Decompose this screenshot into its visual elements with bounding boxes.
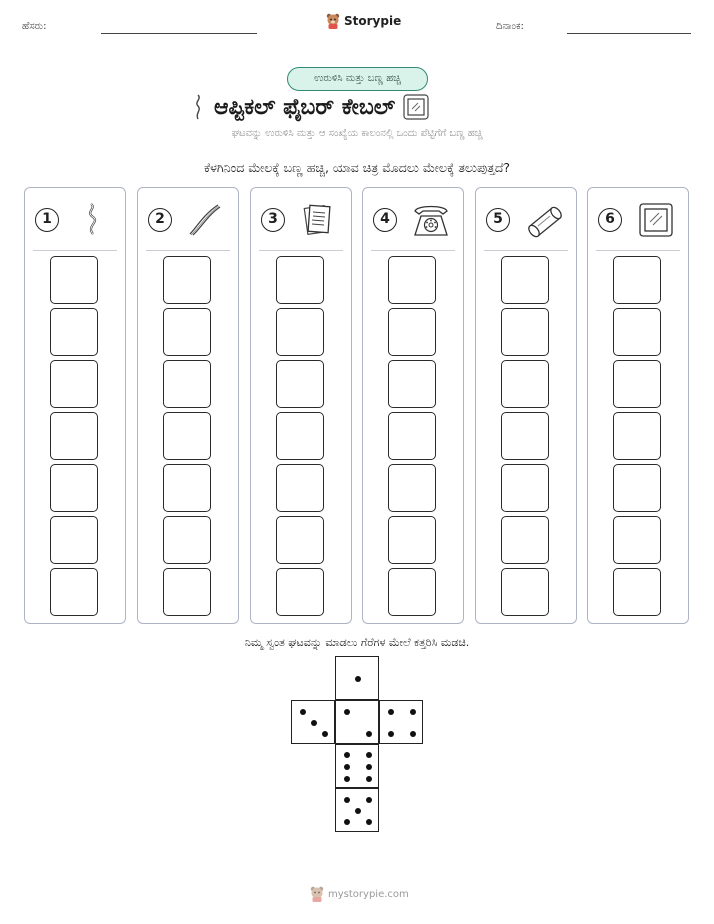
- fiber-bundle-icon: [184, 202, 228, 238]
- title-row: [190, 91, 530, 123]
- brand-name: Storypie: [344, 14, 402, 28]
- column-2: [137, 187, 239, 624]
- column-divider: [259, 250, 343, 251]
- die-face-3: [291, 700, 335, 744]
- color-box[interactable]: [276, 464, 324, 512]
- die-pip: [366, 819, 372, 825]
- brand-logo: [326, 13, 401, 29]
- column-1: [24, 187, 126, 624]
- color-box[interactable]: [501, 412, 549, 460]
- color-box[interactable]: [388, 568, 436, 616]
- color-box[interactable]: [163, 464, 211, 512]
- subtitle: ಘಟವನ್ನು ಉರುಳಿಸಿ ಮತ್ತು ಆ ಸಂಖ್ಯೆಯ ಕಾಲಂನಲ್ಲಿ ಒಂದು ಪೆಟ್ಟಿಗೆಗೆ ಬಣ್ಣ ಹಚ್ಚಿ: [231, 128, 483, 139]
- telephone-icon: [409, 202, 453, 238]
- color-box[interactable]: [276, 568, 324, 616]
- glass-tube-icon: [522, 202, 566, 238]
- color-box[interactable]: [613, 464, 661, 512]
- die-pip: [366, 731, 372, 737]
- die-pip: [388, 731, 394, 737]
- color-box[interactable]: [501, 464, 549, 512]
- die-face-1: [335, 656, 379, 700]
- bear-icon: [310, 886, 324, 902]
- column-divider: [484, 250, 568, 251]
- color-box[interactable]: [163, 516, 211, 564]
- die-pip: [366, 764, 372, 770]
- die-pip: [344, 797, 350, 803]
- color-box[interactable]: [613, 516, 661, 564]
- column-6: [587, 187, 689, 624]
- color-box[interactable]: [501, 256, 549, 304]
- die-pip: [344, 709, 350, 715]
- die-pip: [355, 676, 361, 682]
- color-box[interactable]: [163, 568, 211, 616]
- page-title: ಆಪ್ಟಿಕಲ್ ಫೈಬರ್ ಕೇಬಲ್: [214, 94, 396, 120]
- column-4: [362, 187, 464, 624]
- color-box[interactable]: [501, 360, 549, 408]
- die-pip: [366, 797, 372, 803]
- glass-pane-icon: [403, 94, 429, 120]
- color-box[interactable]: [388, 516, 436, 564]
- column-number: 6: [598, 208, 622, 232]
- column-divider: [596, 250, 680, 251]
- color-box[interactable]: [388, 412, 436, 460]
- name-label: ಹೆಸರು:: [22, 21, 47, 32]
- date-label: ದಿನಾಂಕ:: [496, 21, 524, 32]
- optical-fiber-strand-icon: [71, 202, 115, 238]
- color-box[interactable]: [388, 308, 436, 356]
- footer: [310, 886, 409, 902]
- color-box[interactable]: [50, 412, 98, 460]
- color-box[interactable]: [613, 568, 661, 616]
- color-box[interactable]: [613, 412, 661, 460]
- column-divider: [146, 250, 230, 251]
- activity-tag: ಉರುಳಿಸಿ ಮತ್ತು ಬಣ್ಣ ಹಚ್ಚಿ: [287, 67, 428, 91]
- die-pip: [355, 808, 361, 814]
- color-box[interactable]: [276, 308, 324, 356]
- column-number: 5: [486, 208, 510, 232]
- color-box[interactable]: [388, 464, 436, 512]
- die-pip: [366, 752, 372, 758]
- column-divider: [371, 250, 455, 251]
- die-pip: [300, 709, 306, 715]
- color-box[interactable]: [613, 360, 661, 408]
- color-box[interactable]: [163, 360, 211, 408]
- color-box[interactable]: [276, 516, 324, 564]
- color-box[interactable]: [163, 308, 211, 356]
- color-box[interactable]: [50, 308, 98, 356]
- color-box[interactable]: [613, 308, 661, 356]
- column-divider: [33, 250, 117, 251]
- bear-icon: [326, 13, 340, 29]
- die-pip: [366, 776, 372, 782]
- color-box[interactable]: [163, 412, 211, 460]
- color-box[interactable]: [163, 256, 211, 304]
- die-face-5: [335, 788, 379, 832]
- die-pip: [344, 776, 350, 782]
- column-5: [475, 187, 577, 624]
- column-number: 1: [35, 208, 59, 232]
- color-box[interactable]: [50, 256, 98, 304]
- paper-stack-icon: [297, 202, 341, 238]
- column-number: 2: [148, 208, 172, 232]
- question: ಕೆಳಗಿನಿಂದ ಮೇಲಕ್ಕೆ ಬಣ್ಣ ಹಚ್ಚಿ, ಯಾವ ಚಿತ್ರ ಮೊದಲು ಮೇಲಕ್ಕೆ ತಲುಪುತ್ತದೆ?: [203, 160, 511, 175]
- column-number: 4: [373, 208, 397, 232]
- die-pip: [344, 752, 350, 758]
- die-pip: [311, 720, 317, 726]
- optical-fiber-strand-icon: [190, 93, 206, 121]
- die-pip: [344, 764, 350, 770]
- color-box[interactable]: [501, 568, 549, 616]
- footer-url[interactable]: mystorypie.com: [328, 888, 409, 900]
- color-box[interactable]: [613, 256, 661, 304]
- color-box[interactable]: [50, 516, 98, 564]
- color-box[interactable]: [50, 568, 98, 616]
- cut-fold-instruction: ನಿಮ್ಮ ಸ್ವಂತ ಘಟವನ್ನು ಮಾಡಲು ಗೆರೆಗಳ ಮೇಲೆ ಕತ್ತರಿಸಿ ಮಡಚಿ.: [244, 636, 470, 649]
- column-3: [250, 187, 352, 624]
- color-box[interactable]: [276, 256, 324, 304]
- die-pip: [410, 709, 416, 715]
- color-box[interactable]: [388, 256, 436, 304]
- column-number: 3: [261, 208, 285, 232]
- die-pip: [344, 819, 350, 825]
- die-face-1b: [335, 700, 379, 744]
- die-face-6: [335, 744, 379, 788]
- color-box[interactable]: [501, 308, 549, 356]
- die-pip: [410, 731, 416, 737]
- color-box[interactable]: [501, 516, 549, 564]
- color-box[interactable]: [388, 360, 436, 408]
- color-box[interactable]: [50, 360, 98, 408]
- die-pip: [388, 709, 394, 715]
- glass-pane-icon: [634, 202, 678, 238]
- die-face-4: [379, 700, 423, 744]
- name-line[interactable]: [101, 33, 257, 34]
- color-box[interactable]: [276, 412, 324, 460]
- date-line[interactable]: [567, 33, 691, 34]
- color-box[interactable]: [276, 360, 324, 408]
- die-pip: [322, 731, 328, 737]
- color-box[interactable]: [50, 464, 98, 512]
